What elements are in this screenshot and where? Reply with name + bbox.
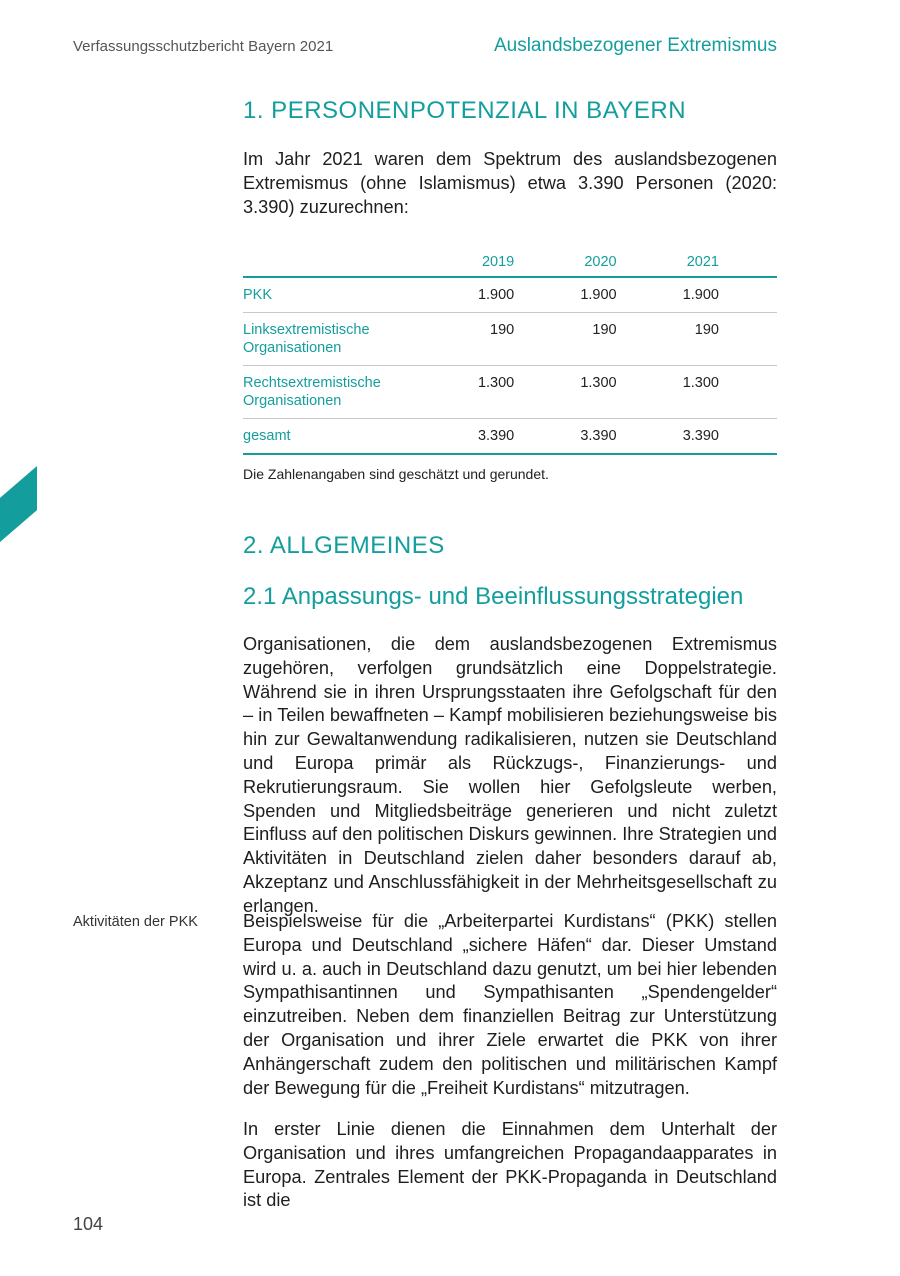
running-header-chapter: Auslandsbezogener Extremismus (493, 35, 777, 56)
paragraph-block-3 (243, 1118, 777, 1213)
paragraph-pkk-activities: Beispielsweise für die „Arbeiterpartei Kurdistans“ (PKK) stellen Europa und Deutschland „sichere Häfen“ dar. Dieser Umstand wird u. a. auch in Deutschland dazu genutzt, um bei hier lebenden Sympathisantinnen und Sympathisanten „Spendengelder“ einzutreiben. Neben dem finanziellen Beitrag zur Unterstützung der Organisation und ihrer Ziele erwartet die PKK von ihrer Anhängerschaft zudem den politischen und militärischen Kampf der Bewegung für die „Freiheit Kurdistans“ mitzutragen. (243, 911, 777, 1098)
table-header-row (243, 254, 777, 277)
page-number: 104 (73, 1214, 104, 1234)
section-1-intro: Im Jahr 2021 waren dem Spektrum des auslandsbezogenen Extremismus (ohne Islamismus) etwa 3.390 Personen (2020: 3.390) zuzurechnen: (243, 149, 777, 217)
cell-value: 190 (470, 313, 572, 366)
paragraph-strategies: Organisationen, die dem auslandsbezogenen Extremismus zugehören, verfolgen grundsätzlich eine Doppelstrategie. Während sie in ihren Ursprungsstaaten ihre Gefolgschaft für den – in Teilen bewaffneten – Kampf mobilisieren beziehungsweise bis hin zur Gewaltanwendung radikalisieren, nutzen sie Deutschland und Europa primär als Rückzugs-, Finanzierungs- und Rekrutierungsraum. Sie wollen hier Gefolgsleute werben, Spenden und Mitgliedsbeiträge generieren und nicht zuletzt Einfluss auf den politischen Diskurs gewinnen. Ihre Strategien und Aktivitäten in Deutschland zielen daher besonders darauf ab, Akzeptanz und Anschlussfähigkeit in der Mehrheitsgesellschaft zu erlangen. (243, 634, 777, 916)
section-1 (243, 97, 777, 125)
paragraph-block-1 (243, 633, 777, 919)
table-row (243, 366, 777, 419)
side-tab-marker (0, 466, 37, 542)
cell-value: 190 (675, 313, 777, 366)
table-row (243, 313, 777, 366)
section-1-intro-block (243, 148, 777, 219)
cell-value: 1.900 (572, 277, 674, 313)
cell-value: 3.390 (470, 419, 572, 455)
table-row-total (243, 419, 777, 455)
table-row (243, 277, 777, 313)
cell-value: 1.900 (470, 277, 572, 313)
margin-note: Aktivitäten der PKK (73, 914, 198, 930)
section-2 (243, 532, 777, 560)
row-label: Rechtsextremistische Organisationen (243, 366, 470, 419)
table-header-2021: 2021 (675, 254, 777, 277)
cell-value: 3.390 (675, 419, 777, 455)
paragraph-revenue: In erster Linie dienen die Einnahmen dem Unterhalt der Organisation und ihres umfangreichen Propagandaapparates in Europa. Zentrales Element der PKK-Propaganda in Deutschland ist die (243, 1119, 777, 1211)
row-label: Linksextremistische Organisationen (243, 313, 470, 366)
row-label: PKK (243, 277, 470, 313)
personnel-table (243, 254, 777, 455)
table-note: Die Zahlenangaben sind geschätzt und gerundet. (243, 466, 549, 482)
cell-value: 190 (572, 313, 674, 366)
table-header-2020: 2020 (572, 254, 674, 277)
table-header-label (243, 254, 470, 277)
section-1-title: 1. PERSONENPOTENZIAL IN BAYERN (243, 97, 687, 124)
row-label: gesamt (243, 419, 470, 455)
section-2-title: 2. ALLGEMEINES (243, 532, 445, 559)
cell-value: 1.900 (675, 277, 777, 313)
subsection-2-1 (243, 583, 777, 611)
running-header-title: Verfassungsschutzbericht Bayern 2021 (73, 38, 334, 55)
cell-value: 3.390 (572, 419, 674, 455)
cell-value: 1.300 (572, 366, 674, 419)
cell-value: 1.300 (470, 366, 572, 419)
cell-value: 1.300 (675, 366, 777, 419)
paragraph-block-2 (243, 910, 777, 1100)
personnel-table-block (243, 254, 777, 455)
subsection-2-1-title: 2.1 Anpassungs- und Beeinflussungsstrategien (243, 583, 744, 610)
table-header-2019: 2019 (470, 254, 572, 277)
